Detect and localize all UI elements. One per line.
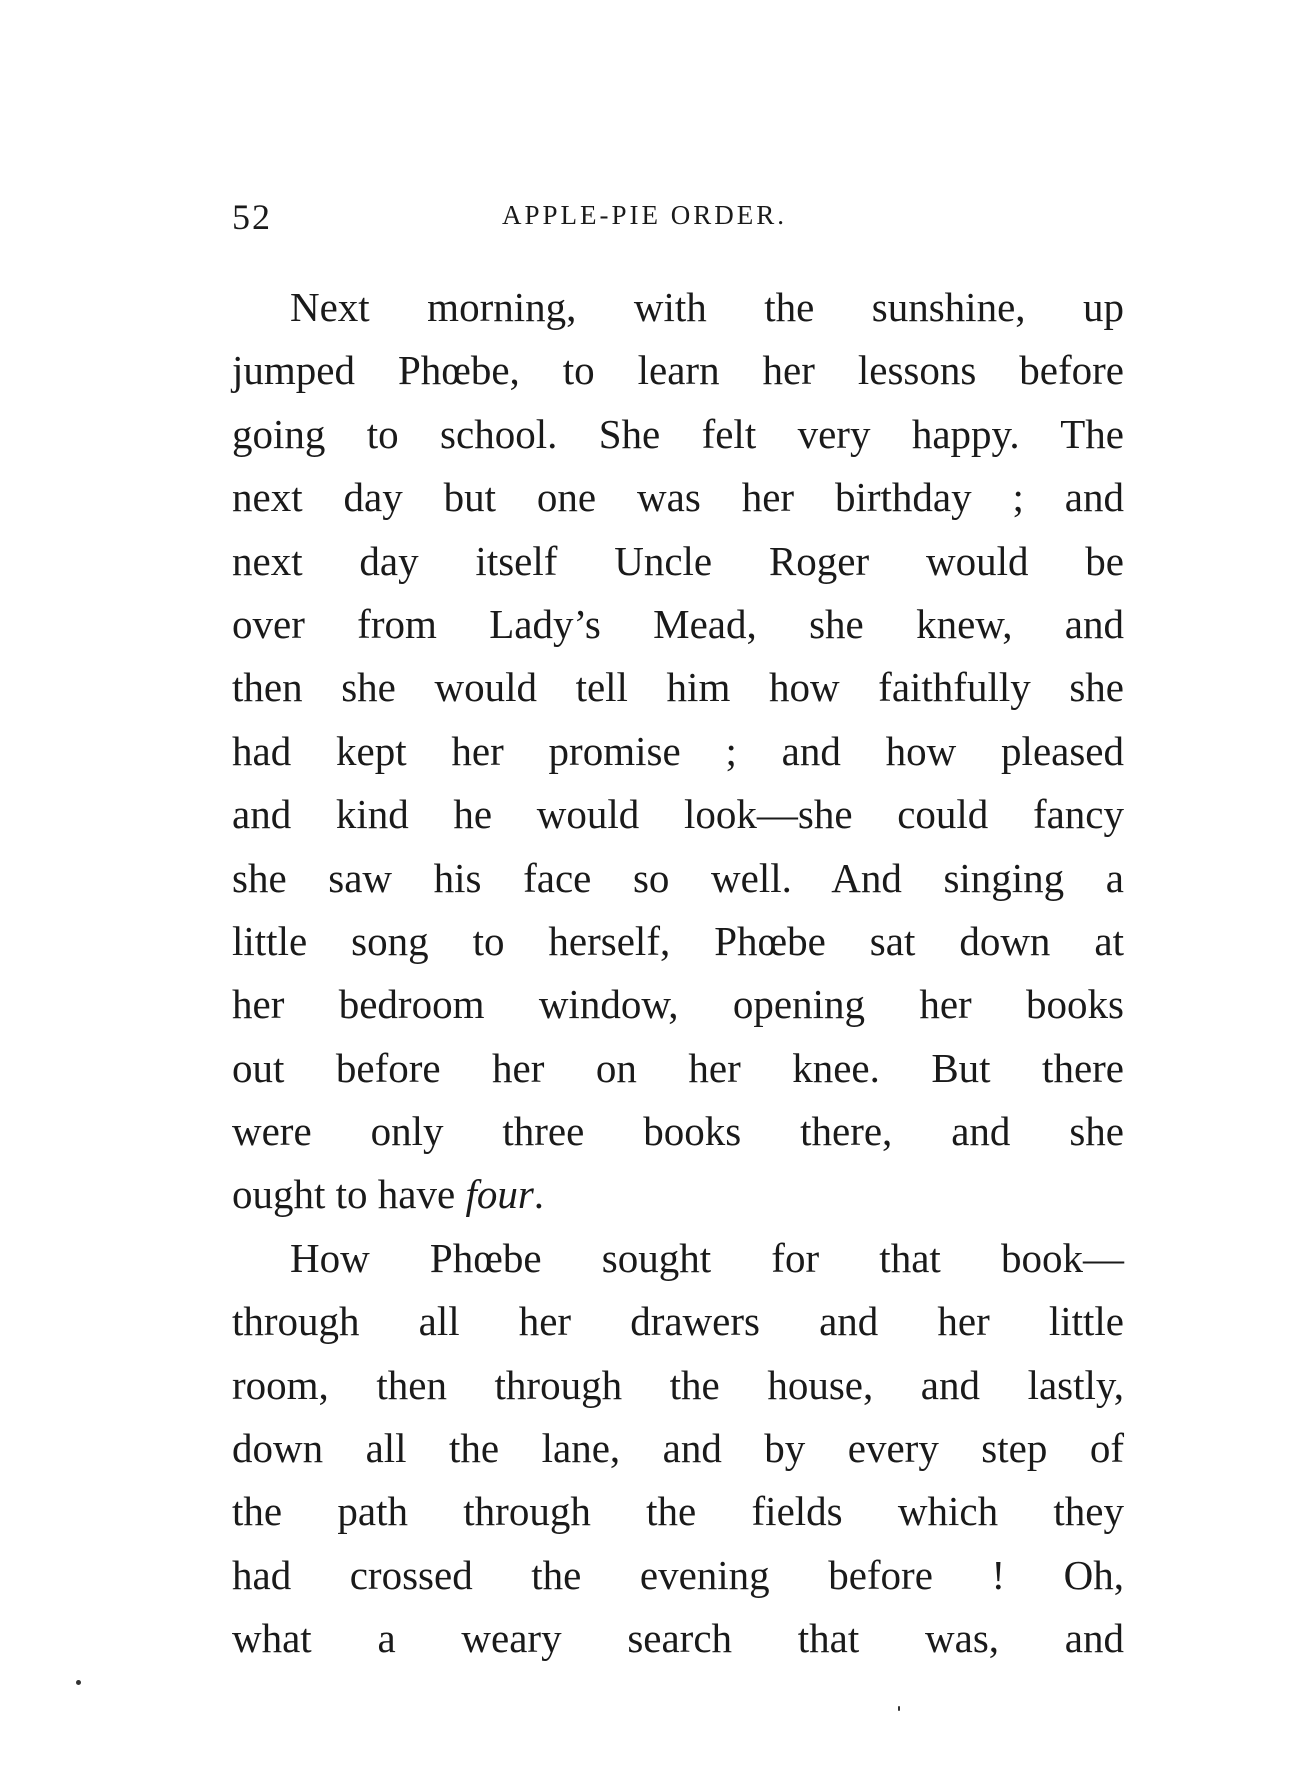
text-line: she saw his face so well. And singing a <box>232 854 1124 901</box>
text-line: and kind he would look—she could fancy <box>232 791 1124 838</box>
running-head <box>232 196 1172 236</box>
text-line: down all the lane, and by every step of <box>232 1425 1124 1472</box>
text-line-prefix: ought to have <box>232 1171 466 1218</box>
text-line-last <box>232 1163 1124 1226</box>
text-line: the path through the fields which they <box>232 1488 1124 1535</box>
text-line-suffix: . <box>533 1171 545 1218</box>
text-line: out before her on her knee. But there <box>232 1044 1124 1091</box>
print-speck <box>898 1706 900 1711</box>
text-line: room, then through the house, and lastly, <box>232 1361 1124 1408</box>
text-line: through all her drawers and her little <box>232 1298 1124 1345</box>
text-line: had kept her promise ; and how pleased <box>232 727 1124 774</box>
text-line: jumped Phœbe, to learn her lessons before <box>232 347 1124 394</box>
text-line: had crossed the evening before ! Oh, <box>232 1551 1124 1598</box>
text-line: next day itself Uncle Roger would be <box>232 537 1124 584</box>
text-line: next day but one was her birthday ; and <box>232 474 1124 521</box>
print-speck <box>76 1680 81 1685</box>
text-line: were only three books there, and she <box>232 1108 1124 1155</box>
text-line: going to school. She felt very happy. The <box>232 410 1124 457</box>
text-line: then she would tell him how faithfully she <box>232 664 1124 711</box>
text-line: Next morning, with the sunshine, up <box>290 284 1124 330</box>
paragraph-2 <box>232 1227 1124 1671</box>
paragraph-1 <box>232 276 1124 1227</box>
text-line: her bedroom window, opening her books <box>232 981 1124 1028</box>
page-number: 52 <box>232 197 272 237</box>
running-title: APPLE-PIE ORDER. <box>502 200 788 230</box>
text-line: over from Lady’s Mead, she knew, and <box>232 600 1124 647</box>
text-line: little song to herself, Phœbe sat down at <box>232 917 1124 964</box>
italic-word: four <box>465 1171 534 1218</box>
body-text <box>232 276 1124 1671</box>
text-line: what a weary search that was, and <box>232 1615 1124 1662</box>
text-line: How Phœbe sought for that book— <box>290 1234 1124 1281</box>
